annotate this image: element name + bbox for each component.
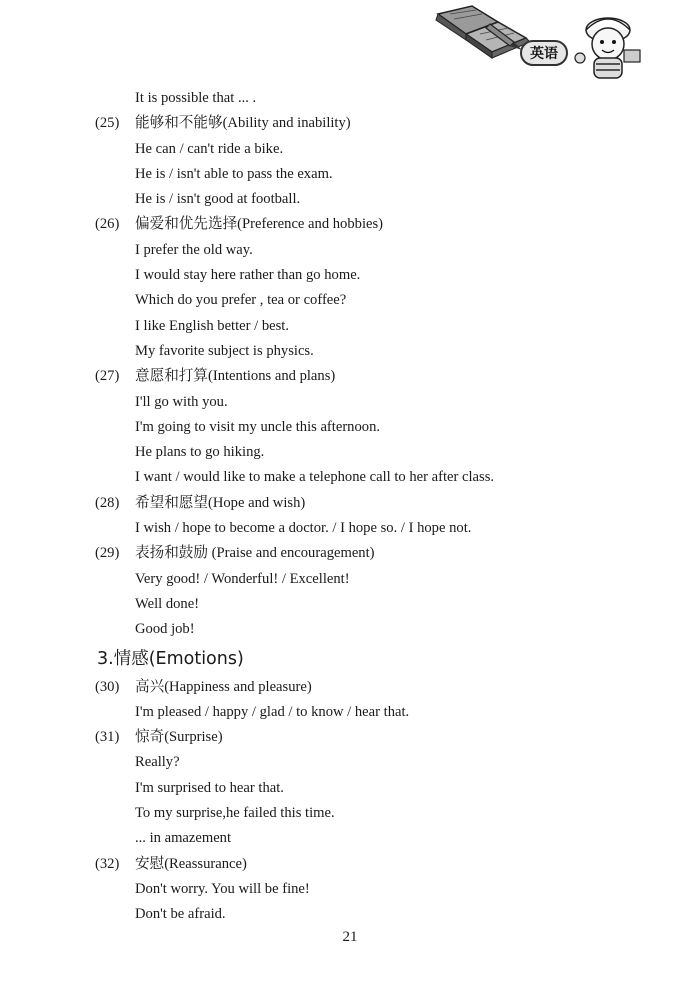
topic-heading <box>95 364 675 389</box>
example-sentence: ... in amazement <box>135 830 232 847</box>
topic-heading <box>95 725 675 750</box>
example-sentence: I'm going to visit my uncle this afternoon. <box>135 418 381 435</box>
topic-number: (25) <box>95 115 120 132</box>
example-sentence: To my surprise,he failed this time. <box>135 805 335 822</box>
topic-number: (28) <box>95 494 120 511</box>
topic-title: 高兴(Happiness and pleasure) <box>135 678 312 695</box>
example-sentence: He is / isn't able to pass the exam. <box>135 165 333 182</box>
topic-number: (31) <box>95 729 120 746</box>
section-heading: 3.情感(Emotions) <box>97 648 244 669</box>
example-sentence: I'm pleased / happy / glad / to know / hear that. <box>135 703 410 720</box>
example-sentence: Well done! <box>135 595 200 612</box>
example-sentence: He plans to go hiking. <box>135 444 265 461</box>
cartoon-boy-icon <box>575 18 640 78</box>
topic-title: 表扬和鼓励 (Praise and encouragement) <box>135 545 375 562</box>
example-sentence: Very good! / Wonderful! / Excellent! <box>135 570 350 587</box>
page-body <box>95 86 675 928</box>
example-sentence: Which do you prefer , tea or coffee? <box>135 292 347 309</box>
open-book-icon <box>436 6 530 58</box>
example-sentence: Don't be afraid. <box>135 906 226 923</box>
example-sentence: Really? <box>135 754 180 771</box>
topic-heading <box>95 675 675 700</box>
example-sentence: I prefer the old way. <box>135 241 253 258</box>
page-number: 21 <box>342 929 358 945</box>
topic-title: 能够和不能够(Ability and inability) <box>135 115 351 132</box>
topic-number: (32) <box>95 855 120 872</box>
topic-heading <box>95 491 675 516</box>
topic-title: 偏爱和优先选择(Preference and hobbies) <box>135 216 384 233</box>
example-sentence: I wish / hope to become a doctor. / I hope so. / I hope not. <box>135 520 472 537</box>
topic-heading <box>95 212 675 237</box>
example-sentence: He is / isn't good at football. <box>135 191 301 208</box>
example-sentence: Don't worry. You will be fine! <box>135 880 310 897</box>
example-sentence: I'll go with you. <box>135 393 228 410</box>
topic-heading <box>95 541 675 566</box>
topic-title: 希望和愿望(Hope and wish) <box>135 494 306 511</box>
example-sentence: I'm surprised to hear that. <box>135 779 284 796</box>
topic-title: 意愿和打算(Intentions and plans) <box>135 368 336 385</box>
topic-number: (30) <box>95 678 120 695</box>
example-sentence: Good job! <box>135 621 195 638</box>
example-sentence: It is possible that ... . <box>135 90 257 106</box>
topic-number: (26) <box>95 216 120 233</box>
topic-heading <box>95 852 675 877</box>
example-sentence: My favorite subject is physics. <box>135 342 314 359</box>
topic-heading <box>95 111 675 136</box>
subject-badge: 英语 <box>520 40 568 66</box>
topic-title: 安慰(Reassurance) <box>135 855 247 872</box>
example-sentence: I like English better / best. <box>135 317 290 334</box>
topic-number: (29) <box>95 545 120 562</box>
example-sentence: I want / would like to make a telephone call to her after class. <box>135 469 495 486</box>
topic-title: 惊奇(Surprise) <box>135 729 223 746</box>
example-sentence: He can / can't ride a bike. <box>135 140 284 157</box>
example-sentence: I would stay here rather than go home. <box>135 267 361 284</box>
topic-number: (27) <box>95 368 120 385</box>
